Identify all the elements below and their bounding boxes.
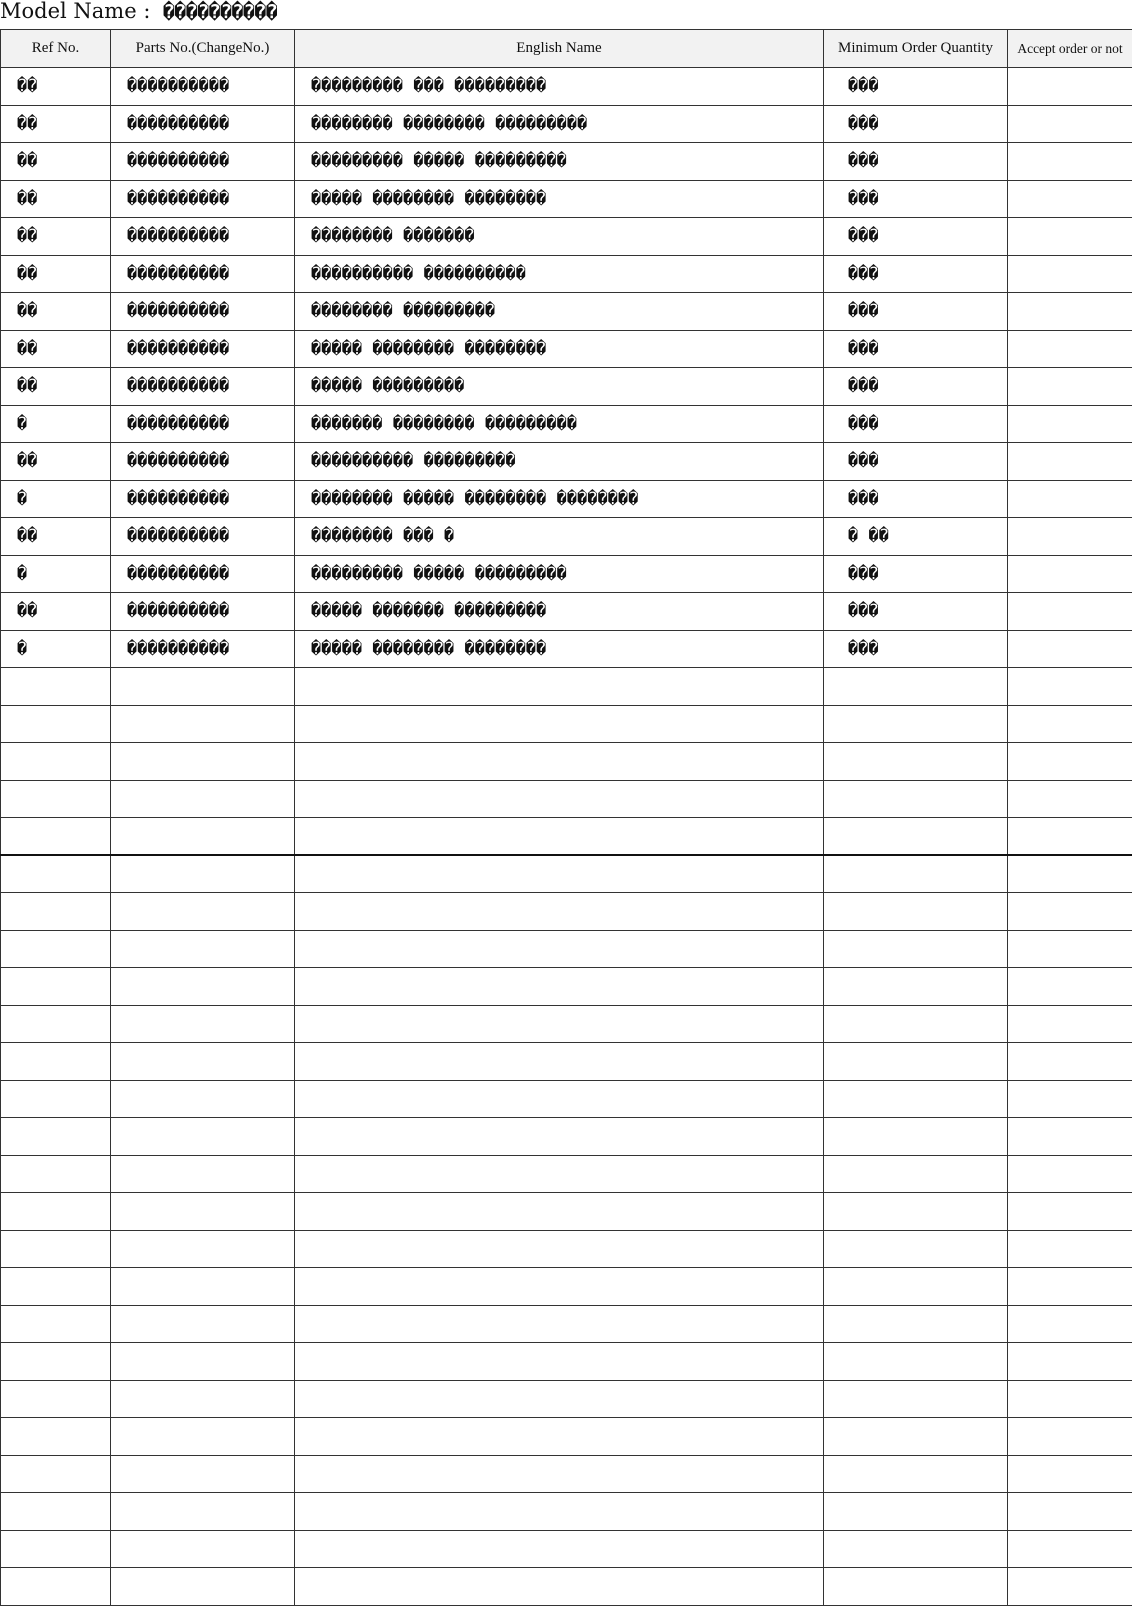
table-row — [1, 480, 1132, 518]
col-header-ref: Ref No. — [1, 30, 111, 68]
cell-min-order-qty[interactable] — [824, 743, 1008, 781]
empty-table-row — [1, 818, 1132, 856]
table-row — [1, 630, 1132, 668]
cell-ref-no[interactable] — [1, 705, 111, 743]
cell-min-order-qty[interactable] — [824, 1305, 1008, 1343]
cell-min-order-qty[interactable] — [824, 1118, 1008, 1156]
cell-ref-no[interactable] — [1, 1230, 111, 1268]
cell-english-name: �������� �������� ��������� — [295, 105, 824, 143]
cell-accept-order[interactable] — [1008, 218, 1132, 256]
cell-min-order-qty[interactable] — [824, 1568, 1008, 1606]
cell-accept-order[interactable] — [1008, 143, 1132, 181]
cell-accept-order[interactable] — [1008, 743, 1132, 781]
cell-parts-no: ���������� — [111, 630, 295, 668]
cell-parts-no[interactable] — [111, 1268, 295, 1306]
cell-parts-no[interactable] — [111, 1193, 295, 1231]
cell-parts-no[interactable] — [111, 1155, 295, 1193]
table-row — [1, 143, 1132, 181]
cell-english-name[interactable] — [295, 780, 824, 818]
table-row — [1, 180, 1132, 218]
cell-english-name[interactable] — [295, 1268, 824, 1306]
empty-table-row — [1, 1230, 1132, 1268]
cell-parts-no: ���������� — [111, 518, 295, 556]
cell-ref-no[interactable] — [1, 780, 111, 818]
cell-min-order-qty[interactable] — [824, 1005, 1008, 1043]
empty-table-row — [1, 893, 1132, 931]
cell-english-name[interactable] — [295, 1193, 824, 1231]
empty-table-row — [1, 1493, 1132, 1531]
cell-parts-no[interactable] — [111, 1380, 295, 1418]
cell-parts-no: ���������� — [111, 105, 295, 143]
cell-accept-order[interactable] — [1008, 1043, 1132, 1081]
cell-ref-no: �� — [1, 518, 111, 556]
cell-parts-no: ���������� — [111, 330, 295, 368]
cell-english-name[interactable] — [295, 1380, 824, 1418]
cell-english-name: ��������� ����� ��������� — [295, 143, 824, 181]
cell-parts-no[interactable] — [111, 855, 295, 893]
cell-accept-order[interactable] — [1008, 518, 1132, 556]
cell-ref-no: �� — [1, 593, 111, 631]
col-header-english-name: English Name — [295, 30, 824, 68]
cell-parts-no[interactable] — [111, 893, 295, 931]
model-name-value: ���������� — [163, 1, 278, 23]
cell-parts-no[interactable] — [111, 705, 295, 743]
cell-ref-no: �� — [1, 368, 111, 406]
cell-parts-no: ���������� — [111, 555, 295, 593]
cell-english-name[interactable] — [295, 930, 824, 968]
cell-accept-order[interactable] — [1008, 330, 1132, 368]
cell-ref-no: � — [1, 480, 111, 518]
cell-min-order-qty: ��� — [824, 218, 1008, 256]
cell-parts-no[interactable] — [111, 668, 295, 706]
cell-accept-order[interactable] — [1008, 405, 1132, 443]
cell-min-order-qty[interactable] — [824, 1380, 1008, 1418]
cell-parts-no[interactable] — [111, 1418, 295, 1456]
model-name-label: Model Name : — [0, 0, 151, 23]
cell-min-order-qty: ��� — [824, 255, 1008, 293]
cell-min-order-qty[interactable] — [824, 1530, 1008, 1568]
cell-ref-no: �� — [1, 143, 111, 181]
cell-ref-no[interactable] — [1, 1343, 111, 1381]
table-row — [1, 293, 1132, 331]
cell-parts-no: ���������� — [111, 255, 295, 293]
cell-english-name: �������� ����� �������� �������� — [295, 480, 824, 518]
cell-english-name[interactable] — [295, 1005, 824, 1043]
cell-min-order-qty[interactable] — [824, 818, 1008, 856]
cell-accept-order[interactable] — [1008, 1380, 1132, 1418]
table-row — [1, 405, 1132, 443]
cell-english-name[interactable] — [295, 1118, 824, 1156]
empty-table-row — [1, 1568, 1132, 1606]
cell-parts-no: ���������� — [111, 480, 295, 518]
cell-english-name: ��������� ����� ��������� — [295, 555, 824, 593]
cell-parts-no: ���������� — [111, 368, 295, 406]
empty-table-row — [1, 743, 1132, 781]
cell-ref-no[interactable] — [1, 668, 111, 706]
empty-table-row — [1, 780, 1132, 818]
cell-ref-no: � — [1, 630, 111, 668]
cell-ref-no[interactable] — [1, 1493, 111, 1531]
col-header-min-order-qty: Minimum Order Quantity — [824, 30, 1008, 68]
cell-english-name[interactable] — [295, 1455, 824, 1493]
cell-english-name: �������� ��� � — [295, 518, 824, 556]
cell-ref-no: �� — [1, 180, 111, 218]
cell-min-order-qty[interactable] — [824, 1043, 1008, 1081]
cell-parts-no[interactable] — [111, 743, 295, 781]
cell-parts-no[interactable] — [111, 968, 295, 1006]
table-row — [1, 330, 1132, 368]
cell-ref-no[interactable] — [1, 1005, 111, 1043]
cell-ref-no[interactable] — [1, 743, 111, 781]
cell-accept-order[interactable] — [1008, 480, 1132, 518]
empty-table-row — [1, 705, 1132, 743]
cell-ref-no[interactable] — [1, 1455, 111, 1493]
cell-parts-no: ���������� — [111, 293, 295, 331]
table-row — [1, 555, 1132, 593]
cell-min-order-qty: ��� — [824, 368, 1008, 406]
cell-ref-no: �� — [1, 293, 111, 331]
cell-parts-no: ���������� — [111, 218, 295, 256]
cell-english-name: ����� �������� �������� — [295, 330, 824, 368]
cell-min-order-qty[interactable] — [824, 855, 1008, 893]
cell-ref-no: �� — [1, 443, 111, 481]
cell-ref-no: �� — [1, 218, 111, 256]
cell-min-order-qty[interactable] — [824, 1343, 1008, 1381]
cell-ref-no[interactable] — [1, 855, 111, 893]
cell-english-name[interactable] — [295, 1418, 824, 1456]
cell-min-order-qty: ��� — [824, 630, 1008, 668]
empty-table-row — [1, 1380, 1132, 1418]
cell-accept-order[interactable] — [1008, 105, 1132, 143]
cell-ref-no[interactable] — [1, 1155, 111, 1193]
cell-accept-order[interactable] — [1008, 1155, 1132, 1193]
model-name-line — [0, 0, 277, 26]
table-row — [1, 218, 1132, 256]
cell-ref-no[interactable] — [1, 893, 111, 931]
cell-ref-no[interactable] — [1, 1568, 111, 1606]
empty-table-row — [1, 1530, 1132, 1568]
cell-parts-no[interactable] — [111, 1230, 295, 1268]
table-row — [1, 255, 1132, 293]
cell-accept-order[interactable] — [1008, 443, 1132, 481]
cell-min-order-qty: ��� — [824, 180, 1008, 218]
cell-ref-no: � — [1, 555, 111, 593]
cell-accept-order[interactable] — [1008, 780, 1132, 818]
cell-min-order-qty[interactable] — [824, 668, 1008, 706]
empty-table-row — [1, 1418, 1132, 1456]
col-header-accept-order: Accept order or not — [1008, 30, 1132, 68]
cell-english-name[interactable] — [295, 893, 824, 931]
cell-min-order-qty: ��� — [824, 480, 1008, 518]
cell-english-name[interactable] — [295, 1530, 824, 1568]
cell-english-name[interactable] — [295, 1343, 824, 1381]
cell-ref-no: �� — [1, 255, 111, 293]
cell-accept-order[interactable] — [1008, 855, 1132, 893]
cell-accept-order[interactable] — [1008, 1230, 1132, 1268]
cell-parts-no[interactable] — [111, 1080, 295, 1118]
cell-parts-no[interactable] — [111, 1118, 295, 1156]
table-row — [1, 368, 1132, 406]
cell-parts-no[interactable] — [111, 1568, 295, 1606]
cell-english-name[interactable] — [295, 1043, 824, 1081]
cell-parts-no[interactable] — [111, 1305, 295, 1343]
cell-min-order-qty: ��� — [824, 143, 1008, 181]
cell-min-order-qty: ��� — [824, 330, 1008, 368]
col-header-parts-no: Parts No.(ChangeNo.) — [111, 30, 295, 68]
cell-parts-no[interactable] — [111, 1005, 295, 1043]
cell-accept-order[interactable] — [1008, 968, 1132, 1006]
empty-table-row — [1, 1268, 1132, 1306]
cell-ref-no[interactable] — [1, 1193, 111, 1231]
cell-english-name[interactable] — [295, 668, 824, 706]
table-row — [1, 68, 1132, 106]
cell-accept-order[interactable] — [1008, 1455, 1132, 1493]
table-row — [1, 105, 1132, 143]
cell-parts-no[interactable] — [111, 818, 295, 856]
cell-min-order-qty[interactable] — [824, 1193, 1008, 1231]
cell-accept-order[interactable] — [1008, 818, 1132, 856]
cell-english-name[interactable] — [295, 705, 824, 743]
cell-min-order-qty[interactable] — [824, 1230, 1008, 1268]
empty-table-row — [1, 1455, 1132, 1493]
cell-parts-no: ���������� — [111, 405, 295, 443]
cell-ref-no[interactable] — [1, 1418, 111, 1456]
cell-english-name: ����� ��������� — [295, 368, 824, 406]
cell-accept-order[interactable] — [1008, 293, 1132, 331]
cell-english-name[interactable] — [295, 1305, 824, 1343]
cell-english-name[interactable] — [295, 855, 824, 893]
cell-accept-order[interactable] — [1008, 1118, 1132, 1156]
empty-table-row — [1, 1043, 1132, 1081]
cell-accept-order[interactable] — [1008, 630, 1132, 668]
cell-accept-order[interactable] — [1008, 1305, 1132, 1343]
cell-parts-no[interactable] — [111, 1530, 295, 1568]
cell-min-order-qty[interactable] — [824, 780, 1008, 818]
empty-table-row — [1, 855, 1132, 893]
cell-min-order-qty: ��� — [824, 293, 1008, 331]
cell-accept-order[interactable] — [1008, 893, 1132, 931]
cell-accept-order[interactable] — [1008, 180, 1132, 218]
cell-accept-order[interactable] — [1008, 68, 1132, 106]
cell-min-order-qty: � �� — [824, 518, 1008, 556]
cell-english-name: ������� �������� ��������� — [295, 405, 824, 443]
cell-min-order-qty[interactable] — [824, 1080, 1008, 1118]
cell-min-order-qty[interactable] — [824, 968, 1008, 1006]
parts-table — [0, 29, 1132, 1606]
cell-english-name[interactable] — [295, 818, 824, 856]
cell-english-name[interactable] — [295, 743, 824, 781]
cell-english-name: ���������� ���������� — [295, 255, 824, 293]
cell-parts-no[interactable] — [111, 1043, 295, 1081]
table-row — [1, 443, 1132, 481]
cell-min-order-qty: ��� — [824, 593, 1008, 631]
cell-accept-order[interactable] — [1008, 1080, 1132, 1118]
cell-accept-order[interactable] — [1008, 668, 1132, 706]
cell-min-order-qty: ��� — [824, 105, 1008, 143]
cell-ref-no: �� — [1, 68, 111, 106]
cell-english-name[interactable] — [295, 1230, 824, 1268]
cell-english-name: ����� ������� ��������� — [295, 593, 824, 631]
cell-parts-no: ���������� — [111, 443, 295, 481]
cell-ref-no: �� — [1, 330, 111, 368]
cell-ref-no[interactable] — [1, 818, 111, 856]
empty-table-row — [1, 968, 1132, 1006]
cell-accept-order[interactable] — [1008, 705, 1132, 743]
cell-accept-order[interactable] — [1008, 255, 1132, 293]
cell-min-order-qty[interactable] — [824, 930, 1008, 968]
empty-table-row — [1, 1193, 1132, 1231]
cell-accept-order[interactable] — [1008, 1005, 1132, 1043]
cell-min-order-qty[interactable] — [824, 1268, 1008, 1306]
cell-ref-no[interactable] — [1, 930, 111, 968]
cell-english-name[interactable] — [295, 1493, 824, 1531]
cell-ref-no[interactable] — [1, 1118, 111, 1156]
empty-table-row — [1, 1305, 1132, 1343]
empty-table-row — [1, 1155, 1132, 1193]
cell-english-name: �������� ������� — [295, 218, 824, 256]
table-row — [1, 593, 1132, 631]
cell-english-name[interactable] — [295, 1155, 824, 1193]
cell-accept-order[interactable] — [1008, 1193, 1132, 1231]
cell-ref-no[interactable] — [1, 1380, 111, 1418]
empty-table-row — [1, 1080, 1132, 1118]
cell-english-name[interactable] — [295, 1080, 824, 1118]
cell-accept-order[interactable] — [1008, 1418, 1132, 1456]
cell-min-order-qty[interactable] — [824, 1418, 1008, 1456]
cell-accept-order[interactable] — [1008, 368, 1132, 406]
cell-ref-no[interactable] — [1, 968, 111, 1006]
empty-table-row — [1, 1005, 1132, 1043]
cell-parts-no: ���������� — [111, 68, 295, 106]
cell-parts-no: ���������� — [111, 180, 295, 218]
cell-ref-no[interactable] — [1, 1080, 111, 1118]
cell-min-order-qty[interactable] — [824, 1455, 1008, 1493]
cell-english-name: ���������� ��������� — [295, 443, 824, 481]
cell-parts-no[interactable] — [111, 1455, 295, 1493]
cell-min-order-qty: ��� — [824, 555, 1008, 593]
cell-parts-no[interactable] — [111, 780, 295, 818]
empty-table-row — [1, 1118, 1132, 1156]
cell-accept-order[interactable] — [1008, 1493, 1132, 1531]
table-header-row — [1, 30, 1132, 68]
cell-min-order-qty: ��� — [824, 68, 1008, 106]
cell-ref-no: � — [1, 405, 111, 443]
cell-english-name: ����� �������� �������� — [295, 180, 824, 218]
cell-english-name: �������� ��������� — [295, 293, 824, 331]
cell-accept-order[interactable] — [1008, 555, 1132, 593]
cell-ref-no[interactable] — [1, 1530, 111, 1568]
cell-min-order-qty: ��� — [824, 443, 1008, 481]
cell-min-order-qty[interactable] — [824, 1155, 1008, 1193]
cell-min-order-qty[interactable] — [824, 1493, 1008, 1531]
empty-table-row — [1, 1343, 1132, 1381]
cell-accept-order[interactable] — [1008, 1343, 1132, 1381]
cell-ref-no: �� — [1, 105, 111, 143]
cell-parts-no[interactable] — [111, 1493, 295, 1531]
cell-parts-no: ���������� — [111, 143, 295, 181]
cell-accept-order[interactable] — [1008, 593, 1132, 631]
cell-ref-no[interactable] — [1, 1268, 111, 1306]
cell-accept-order[interactable] — [1008, 1268, 1132, 1306]
cell-accept-order[interactable] — [1008, 1530, 1132, 1568]
cell-ref-no[interactable] — [1, 1305, 111, 1343]
cell-english-name[interactable] — [295, 968, 824, 1006]
cell-accept-order[interactable] — [1008, 1568, 1132, 1606]
empty-table-row — [1, 668, 1132, 706]
cell-parts-no: ���������� — [111, 593, 295, 631]
cell-min-order-qty[interactable] — [824, 893, 1008, 931]
empty-table-row — [1, 930, 1132, 968]
cell-english-name: ��������� ��� ��������� — [295, 68, 824, 106]
cell-min-order-qty[interactable] — [824, 705, 1008, 743]
cell-parts-no[interactable] — [111, 1343, 295, 1381]
table-row — [1, 518, 1132, 556]
cell-english-name: ����� �������� �������� — [295, 630, 824, 668]
cell-min-order-qty: ��� — [824, 405, 1008, 443]
cell-accept-order[interactable] — [1008, 930, 1132, 968]
cell-english-name[interactable] — [295, 1568, 824, 1606]
cell-parts-no[interactable] — [111, 930, 295, 968]
cell-ref-no[interactable] — [1, 1043, 111, 1081]
